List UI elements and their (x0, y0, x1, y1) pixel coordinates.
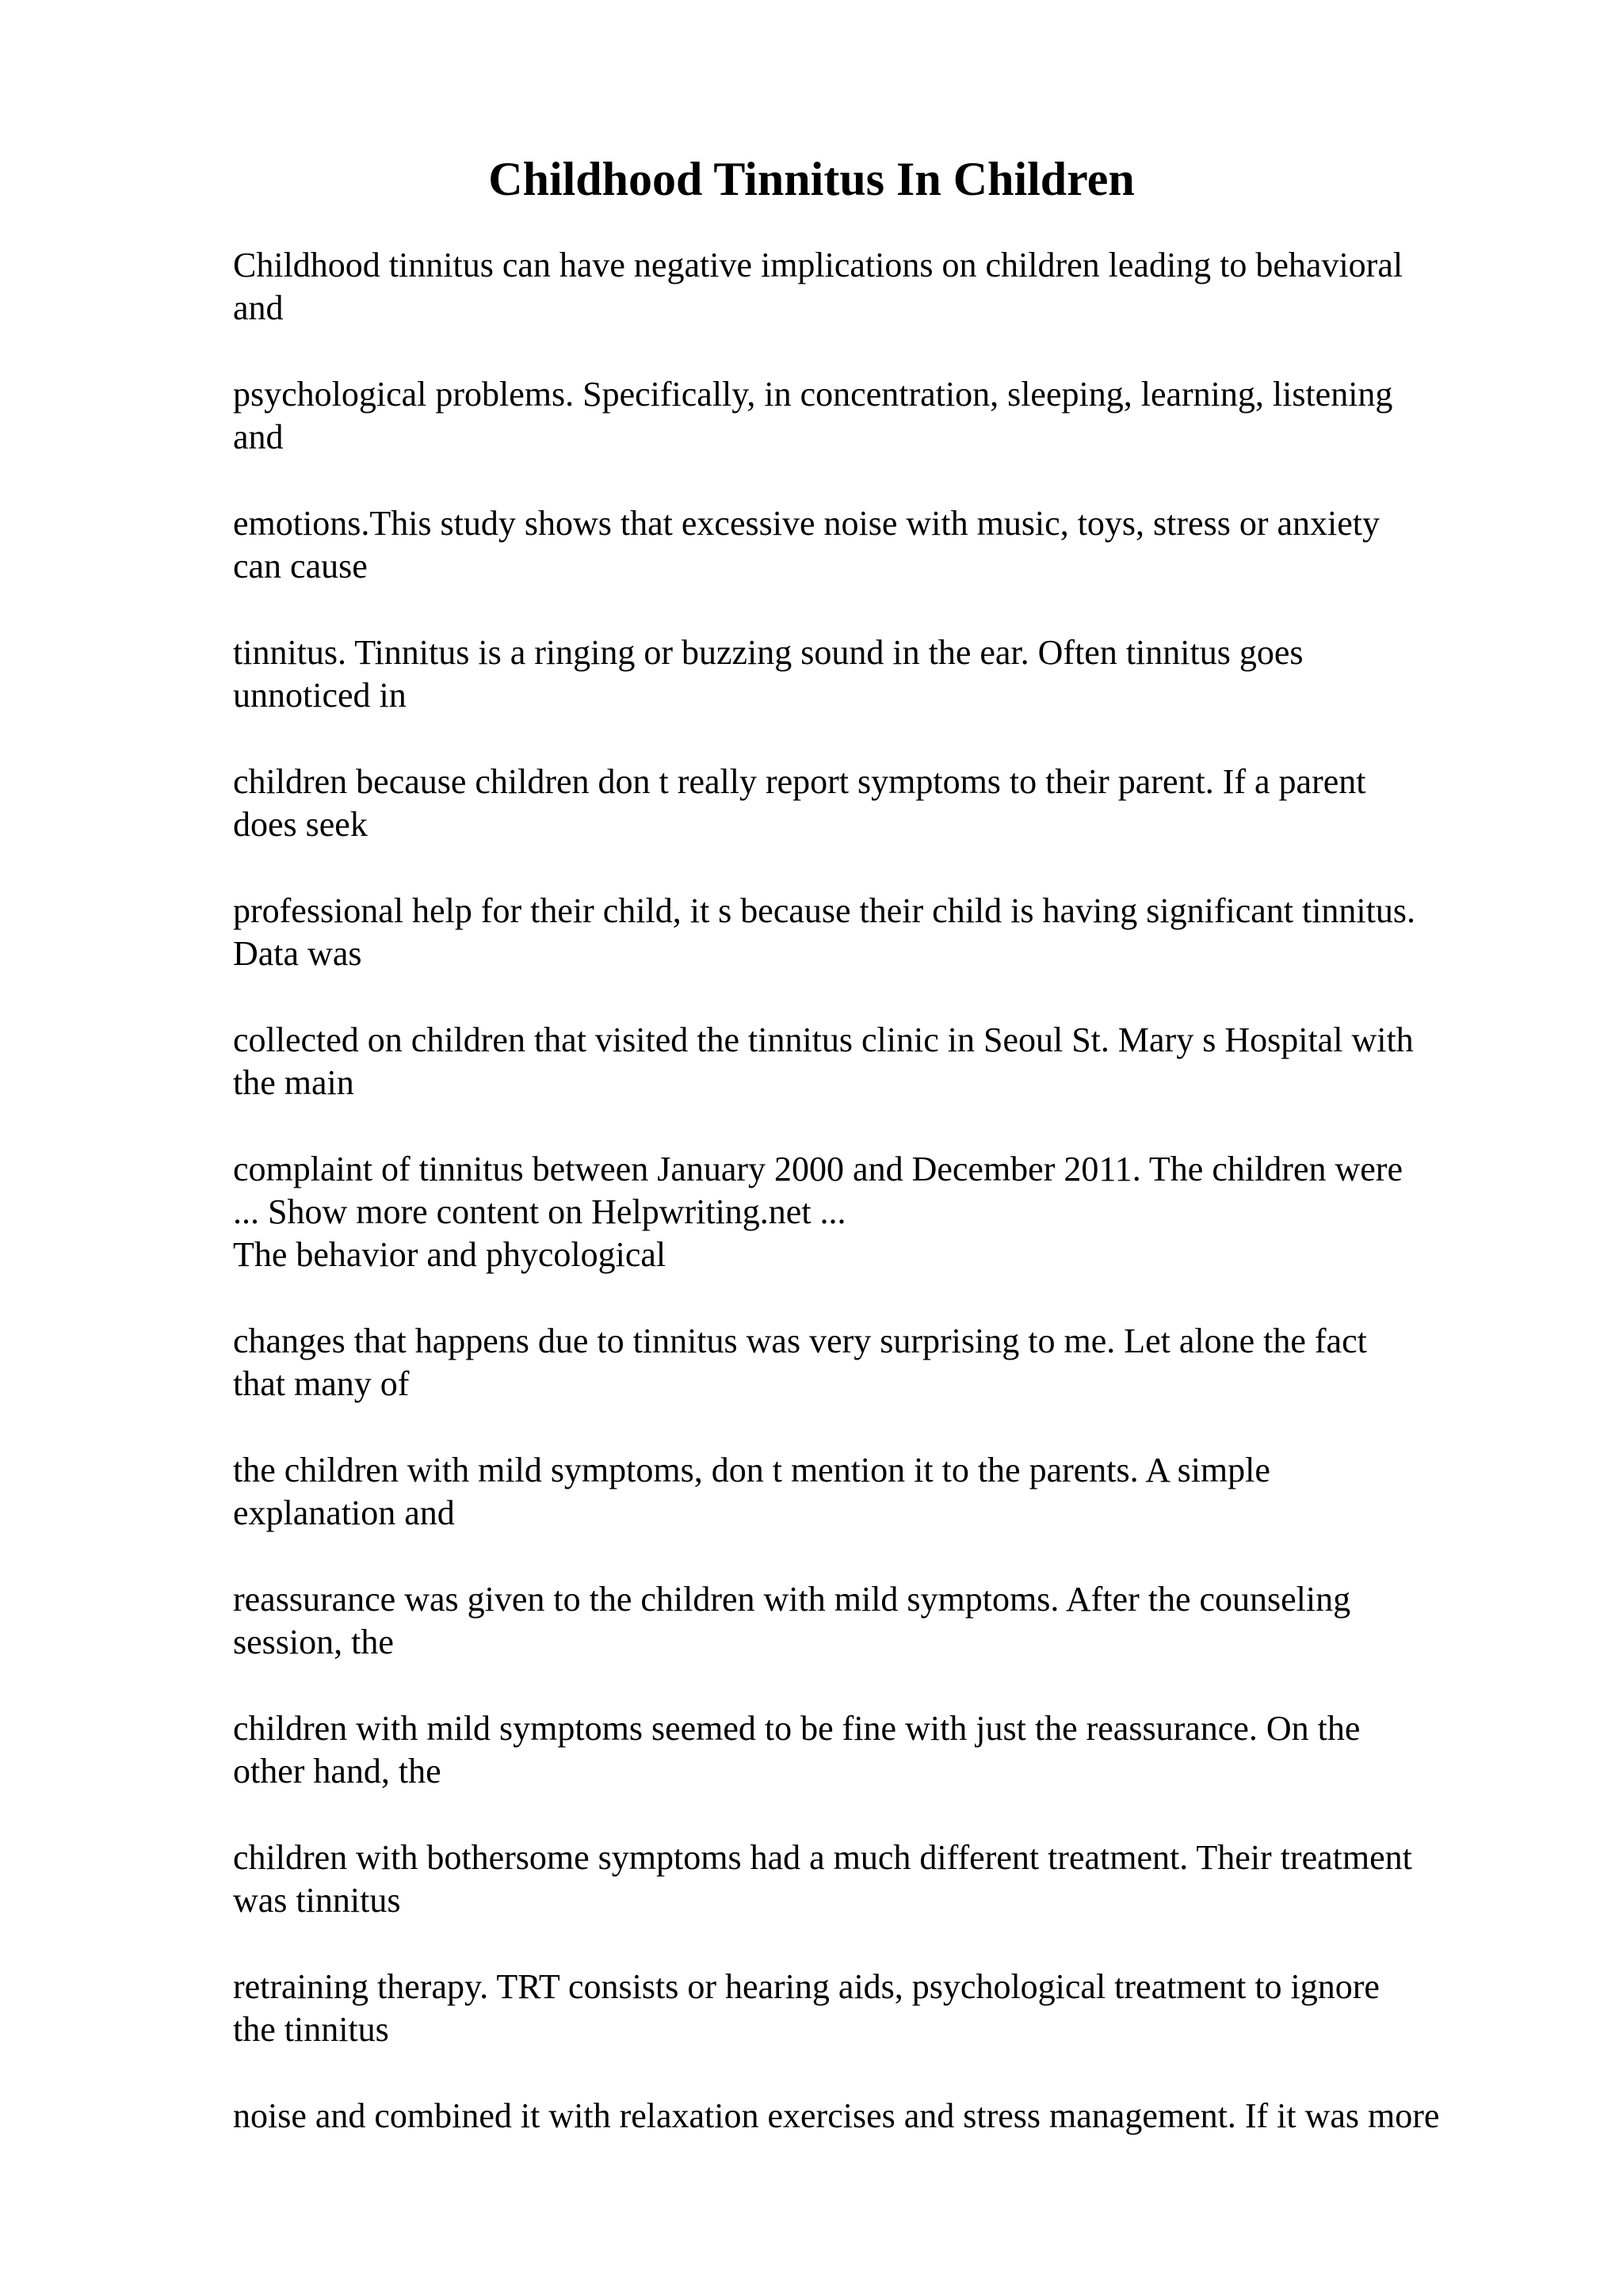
text-line: The behavior and phycological (233, 1235, 666, 1274)
paragraph (233, 502, 1533, 588)
text-line: changes that happens due to tinnitus was very surprising to me. Let alone the fact (233, 1322, 1367, 1360)
paragraph (233, 1148, 1533, 1276)
paragraph (233, 1019, 1533, 1104)
text-line: was tinnitus (233, 1881, 401, 1920)
text-line: complaint of tinnitus between January 2000 and December 2011. The children were (233, 1150, 1403, 1188)
document-body (233, 244, 1533, 2181)
text-line: other hand, the (233, 1752, 441, 1791)
text-line: professional help for their child, it s because their child is having significant tinnitus. (233, 891, 1416, 930)
text-line: Childhood tinnitus can have negative implications on children leading to behavioral (233, 246, 1403, 284)
paragraph (233, 1966, 1533, 2051)
paragraph (233, 1449, 1533, 1535)
text-line: and (233, 288, 284, 327)
paragraph (233, 373, 1533, 459)
text-line: session, the (233, 1623, 394, 1661)
text-line: the tinnitus (233, 2010, 389, 2049)
text-line: psychological problems. Specifically, in concentration, sleeping, learning, listening (233, 375, 1393, 414)
text-line: emotions.This study shows that excessive noise with music, toys, stress or anxiety (233, 504, 1380, 543)
text-line: children with bothersome symptoms had a much different treatment. Their treatment (233, 1838, 1412, 1877)
text-line: explanation and (233, 1493, 455, 1532)
paragraph (233, 761, 1533, 846)
text-line: tinnitus. Tinnitus is a ringing or buzzing sound in the ear. Often tinnitus goes (233, 633, 1304, 672)
text-line: does seek (233, 805, 368, 844)
show-more-link[interactable]: ... Show more content on Helpwriting.net ... (233, 1192, 846, 1231)
paragraph (233, 244, 1533, 330)
text-line: children with mild symptoms seemed to be fine with just the reassurance. On the (233, 1709, 1361, 1748)
text-line: noise and combined it with relaxation exercises and stress management. If it was more (233, 2096, 1440, 2135)
paragraph (233, 1578, 1533, 1664)
text-line: the children with mild symptoms, don t mention it to the parents. A simple (233, 1451, 1270, 1489)
page-title: Childhood Tinnitus In Children (488, 153, 1135, 205)
paragraph (233, 631, 1533, 717)
text-line: Data was (233, 934, 362, 973)
text-line: that many of (233, 1364, 410, 1403)
text-line: retraining therapy. TRT consists or hearing aids, psychological treatment to ignore (233, 1967, 1380, 2006)
paragraph (233, 1836, 1533, 1922)
paragraph (233, 1320, 1533, 1405)
text-line: can cause (233, 547, 368, 585)
paragraph (233, 1707, 1533, 1793)
paragraph (233, 2095, 1533, 2138)
text-line: the main (233, 1063, 354, 1102)
text-line: collected on children that visited the tinnitus clinic in Seoul St. Mary s Hospital with (233, 1020, 1414, 1059)
text-line: children because children don t really report symptoms to their parent. If a parent (233, 762, 1366, 801)
text-line: unnoticed in (233, 676, 407, 715)
text-line: and (233, 418, 284, 456)
paragraph (233, 890, 1533, 975)
text-line: reassurance was given to the children with mild symptoms. After the counseling (233, 1580, 1351, 1619)
